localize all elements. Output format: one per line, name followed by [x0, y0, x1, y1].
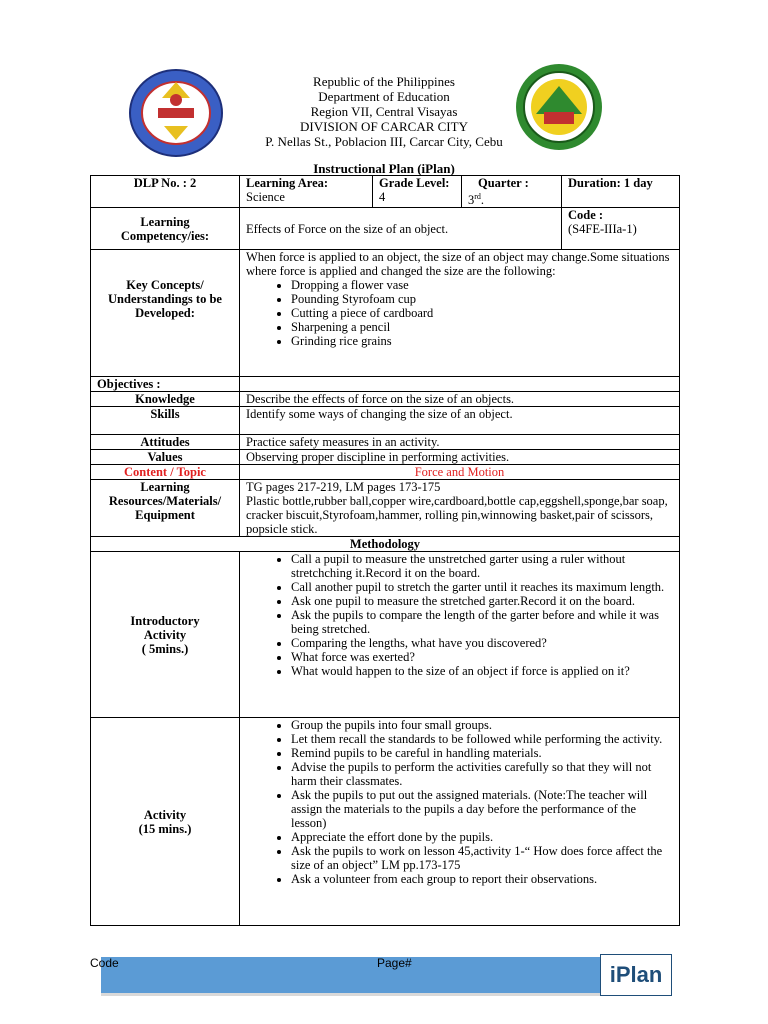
footer-shadow: [101, 993, 671, 996]
introductory-label-line: Introductory: [130, 613, 200, 628]
letterhead-line-3: Region VII, Central Visayas: [310, 104, 458, 119]
code-label: Code :: [568, 208, 604, 223]
resources-row: [91, 480, 680, 537]
introductory-list: [246, 552, 673, 678]
objectives-row: [91, 377, 680, 392]
skills-label: Skills: [91, 407, 240, 435]
values-label: Values: [91, 450, 240, 465]
methodology-heading: Methodology: [91, 537, 680, 552]
attitudes-value: Practice safety measures in an activity.: [240, 435, 680, 450]
resources-pages: TG pages 217-219, LM pages 173-175: [246, 480, 441, 495]
content-topic-value: Force and Motion: [240, 465, 680, 480]
objectives-label: Objectives :: [91, 377, 240, 392]
dlp-value: 2: [190, 176, 197, 190]
list-item: • What force was exerted?: [291, 650, 673, 664]
list-item: • Ask the pupils to work on lesson 45,activity 1-“ How does force affect the size of an object” LM pp.173-175: [291, 844, 673, 872]
list-item: • Ask the pupils to put out the assigned materials. (Note:The teacher will assign the materials to the pupils a day before the performance of the lesson): [291, 788, 673, 830]
introductory-label-line: Activity: [143, 627, 187, 642]
grade-level-value: 4: [379, 190, 386, 204]
activity-list: [246, 718, 673, 886]
list-item: • Pounding Styrofoam cup: [291, 292, 673, 306]
quarter-suffix: rd: [474, 192, 481, 201]
list-item: • Ask one pupil to measure the stretched garter.Record it on the board.: [291, 594, 673, 608]
dlp-cell: [91, 176, 240, 208]
code-cell: [562, 208, 680, 250]
iplan-logo: iPlan: [600, 954, 672, 996]
quarter-cell: [462, 176, 562, 208]
competency-value: Effects of Force on the size of an object.: [240, 208, 562, 250]
learning-area-value: Science: [246, 190, 285, 204]
skills-row: [91, 407, 680, 435]
activity-row: [91, 718, 680, 926]
list-item: • Grinding rice grains: [291, 334, 673, 348]
resources-content: [240, 480, 680, 537]
list-item: • Cutting a piece of cardboard: [291, 306, 673, 320]
letterhead-line-5: P. Nellas St., Poblacion III, Carcar City, Cebu: [265, 134, 503, 149]
introductory-content: [240, 552, 680, 718]
key-concepts-row: [91, 250, 680, 377]
content-topic-label: Content / Topic: [91, 465, 240, 480]
footer-page-label: Page#: [377, 956, 412, 970]
grade-level-cell: [373, 176, 462, 208]
activity-label: [91, 718, 240, 926]
activity-label-line: (15 mins.): [138, 821, 192, 836]
resources-materials: Plastic bottle,rubber ball,copper wire,cardboard,bottle cap,eggshell,sponge,bar soap, cracker biscuit,Styrofoam,hammer, rolling pin,winnowing basket,pair of scissors, popsicle stick.: [246, 494, 668, 537]
duration-cell: Duration: 1 day: [562, 176, 680, 208]
quarter-value-line: [468, 190, 555, 207]
grade-level-label: Grade Level:: [379, 176, 450, 190]
key-concepts-label: Key Concepts/ Understandings to be Developed:: [91, 250, 240, 377]
list-item: • Advise the pupils to perform the activities carefully so that they will not harm their classmates.: [291, 760, 673, 788]
list-item: • What would happen to the size of an object if force is applied on it?: [291, 664, 673, 678]
learning-area-cell: [240, 176, 373, 208]
list-item: • Comparing the lengths, what have you discovered?: [291, 636, 673, 650]
letterhead-line-2: Department of Education: [318, 89, 450, 104]
introductory-label-line: ( 5mins.): [141, 641, 189, 656]
code-value: (S4FE-IIIa-1): [568, 222, 637, 237]
key-concepts-list: [246, 278, 673, 348]
values-row: [91, 450, 680, 465]
dlp-label: DLP No. :: [133, 176, 187, 190]
skills-value: Identify some ways of changing the size of an object.: [240, 407, 680, 435]
competency-row: [91, 208, 680, 250]
letterhead: [0, 74, 768, 149]
quarter-value: 3: [468, 193, 475, 208]
quarter-label: Quarter :: [478, 176, 529, 190]
methodology-row: [91, 537, 680, 552]
list-item: • Dropping a flower vase: [291, 278, 673, 292]
introductory-row: [91, 552, 680, 718]
learning-area-label: Learning Area:: [246, 176, 329, 190]
resources-label: Learning Resources/Materials/ Equipment: [91, 480, 240, 537]
knowledge-label: Knowledge: [91, 392, 240, 407]
list-item: • Let them recall the standards to be followed while performing the activity.: [291, 732, 673, 746]
activity-content: [240, 718, 680, 926]
list-item: • Remind pupils to be careful in handling materials.: [291, 746, 673, 760]
activity-label-line: Activity: [143, 807, 187, 822]
list-item: • Appreciate the effort done by the pupils.: [291, 830, 673, 844]
letterhead-line-1: Republic of the Philippines: [313, 74, 455, 89]
list-item: • Call a pupil to measure the unstretched garter using a ruler without stretchching it.Record it on the board.: [291, 552, 673, 580]
key-concepts-intro: When force is applied to an object, the size of an object may change.Some situations where force is applied and changed the size are the following:: [246, 250, 670, 279]
objectives-empty: [240, 377, 680, 392]
values-value: Observing proper discipline in performing activities.: [240, 450, 680, 465]
header-row: [91, 176, 680, 208]
list-item: • Call another pupil to stretch the garter until it reaches its maximum length.: [291, 580, 673, 594]
key-concepts-content: [240, 250, 680, 377]
attitudes-label: Attitudes: [91, 435, 240, 450]
page-title: Instructional Plan (iPlan): [313, 161, 455, 176]
list-item: • Group the pupils into four small groups.: [291, 718, 673, 732]
list-item: • Ask a volunteer from each group to report their observations.: [291, 872, 673, 886]
list-item: • Ask the pupils to compare the length of the garter before and while it was being stretched.: [291, 608, 673, 636]
quarter-dot: .: [480, 193, 485, 208]
attitudes-row: [91, 435, 680, 450]
knowledge-row: [91, 392, 680, 407]
introductory-label: [91, 552, 240, 718]
letterhead-line-4: DIVISION OF CARCAR CITY: [300, 119, 468, 134]
iplan-table: [90, 175, 680, 926]
knowledge-value: Describe the effects of force on the size of an objects.: [240, 392, 680, 407]
list-item: • Sharpening a pencil: [291, 320, 673, 334]
content-row: [91, 465, 680, 480]
competency-label: Learning Competency/ies:: [91, 208, 240, 250]
footer-code-label: Code: [90, 956, 119, 970]
